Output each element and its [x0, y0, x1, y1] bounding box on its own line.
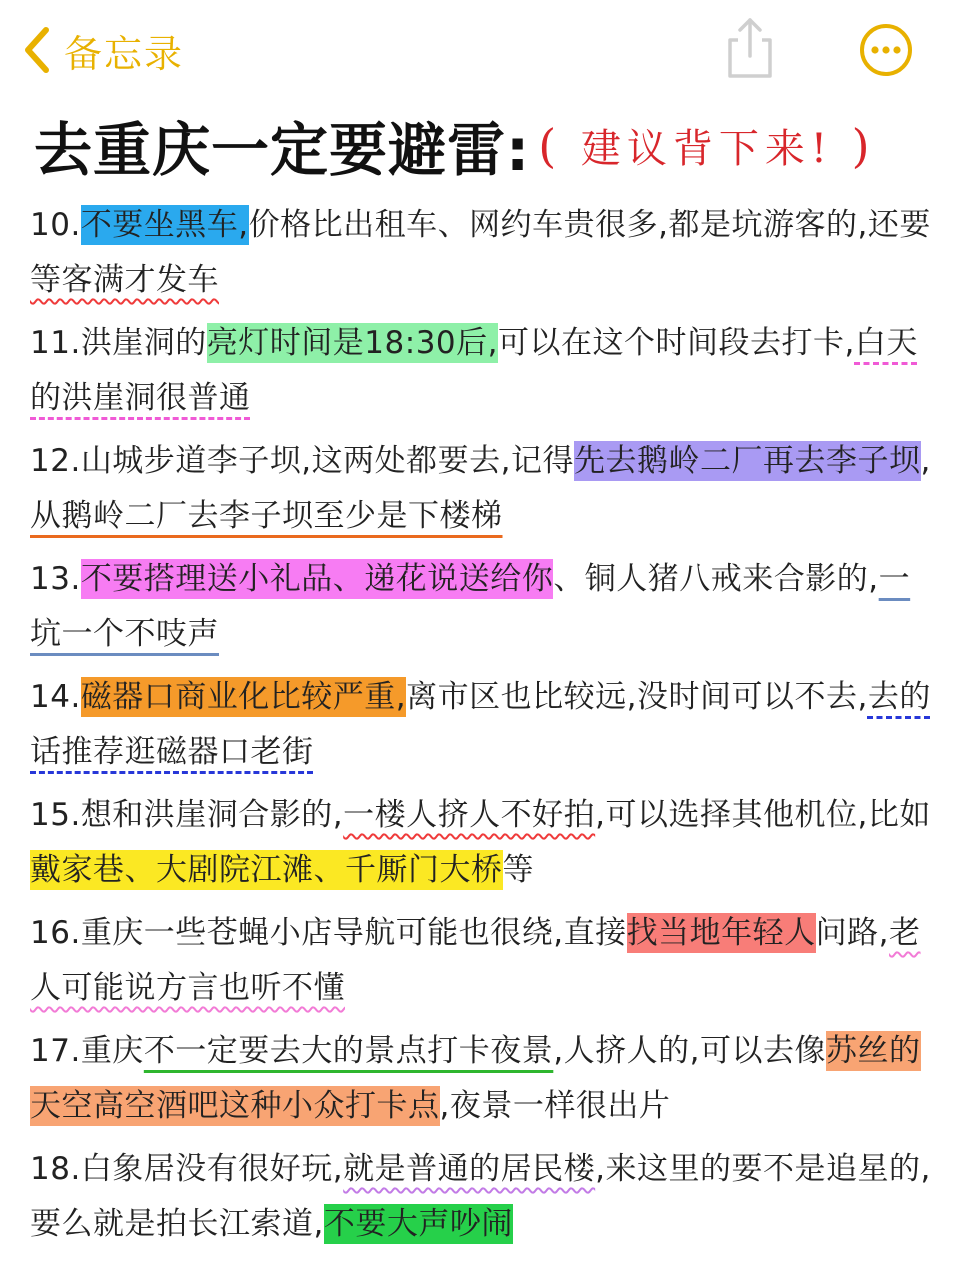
highlight-text: 不要大声吵闹 [323, 1206, 513, 1242]
tip-number: 11. [30, 325, 81, 361]
tip-item-12 [30, 434, 940, 544]
title-note-close: ) [851, 118, 876, 173]
chevron-left-icon [22, 25, 52, 75]
share-icon[interactable] [722, 14, 778, 80]
underlined-text: 从鹅岭二厂去李子坝至少是下楼梯 [30, 498, 503, 534]
tip-text: , [920, 443, 931, 479]
tip-text: 问路, [815, 915, 890, 951]
title-note [538, 117, 875, 174]
highlight-text: 不要坐黑车, [80, 207, 249, 243]
highlight-text: 戴家巷、大剧院江滩、千厮门大桥 [30, 852, 503, 888]
tip-text: ,来这里的要不是追星的,要么就是拍长江索道, [30, 1151, 931, 1242]
tip-text: 白象居没有很好玩, [80, 1151, 344, 1187]
title-note-text: 建议背下来! [580, 125, 833, 172]
tip-item-14 [30, 670, 940, 780]
underlined-text: 就是普通的居民楼 [343, 1151, 596, 1187]
tip-text: 重庆 [80, 1033, 144, 1069]
tip-text: 洪崖洞的 [80, 325, 207, 361]
tip-item-16 [30, 906, 940, 1016]
tip-number: 17. [30, 1033, 81, 1069]
underlined-text: 去的话推荐逛磁器口老街 [30, 679, 931, 770]
tip-number: 10. [30, 207, 81, 243]
tip-item-18 [30, 1142, 940, 1252]
tip-item-15 [30, 788, 940, 898]
back-label: 备忘录 [64, 31, 185, 76]
page-title [34, 100, 876, 190]
underlined-text: 老人可能说方言也听不懂 [30, 915, 921, 1006]
tip-text: 价格比出租车、网约车贵很多,都是坑游客的,还要 [248, 207, 931, 243]
underlined-text: 一楼人挤人不好拍 [343, 797, 596, 833]
highlight-text: 亮灯时间是18:30后, [206, 325, 499, 361]
tip-item-17 [30, 1024, 940, 1134]
tips-list [0, 198, 960, 1260]
nav-bar [0, 0, 960, 100]
tip-number: 12. [30, 443, 81, 479]
tip-number: 15. [30, 797, 81, 833]
tip-text: ,夜景一样很出片 [439, 1088, 671, 1124]
highlight-text: 苏丝的天空高空酒吧这种小众打卡点 [30, 1033, 921, 1124]
highlight-text: 磁器口商业化比较严重, [80, 679, 407, 715]
underlined-text: 等客满才发车 [30, 262, 219, 298]
tip-number: 13. [30, 561, 81, 597]
title-note-open: ( [538, 118, 563, 173]
tip-text: ,人挤人的,可以去像 [553, 1033, 827, 1069]
more-icon[interactable] [858, 22, 914, 78]
highlight-text: 找当地年轻人 [626, 915, 816, 951]
tip-text: 想和洪崖洞合影的, [80, 797, 344, 833]
underlined-text: 一坑一个不吱声 [30, 561, 911, 652]
tip-text: 等 [502, 852, 534, 888]
tip-text: 山城步道李子坝,这两处都要去,记得 [80, 443, 575, 479]
back-button[interactable] [22, 20, 184, 80]
underlined-text: 白天的洪崖洞很普通 [30, 325, 918, 416]
tip-item-10 [30, 198, 940, 308]
tip-number: 18. [30, 1151, 81, 1187]
highlight-text: 不要搭理送小礼品、递花说送给你 [80, 561, 554, 597]
tip-text: 、铜人猪八戒来合影的, [553, 561, 879, 597]
underlined-text: 不一定要去大的景点打卡夜景 [143, 1033, 554, 1069]
highlight-text: 先去鹅岭二厂再去李子坝 [574, 443, 921, 479]
tip-text: 重庆一些苍蝇小店导航可能也很绕,直接 [80, 915, 627, 951]
tip-number: 14. [30, 679, 81, 715]
tip-item-13 [30, 552, 940, 662]
title-main: 去重庆一定要避雷: [34, 116, 531, 184]
tip-text: ,可以选择其他机位,比如 [595, 797, 931, 833]
tip-text: 可以在这个时间段去打卡, [498, 325, 855, 361]
tip-item-11 [30, 316, 940, 426]
tip-text: 离市区也比较远,没时间可以不去, [406, 679, 868, 715]
tip-number: 16. [30, 915, 81, 951]
